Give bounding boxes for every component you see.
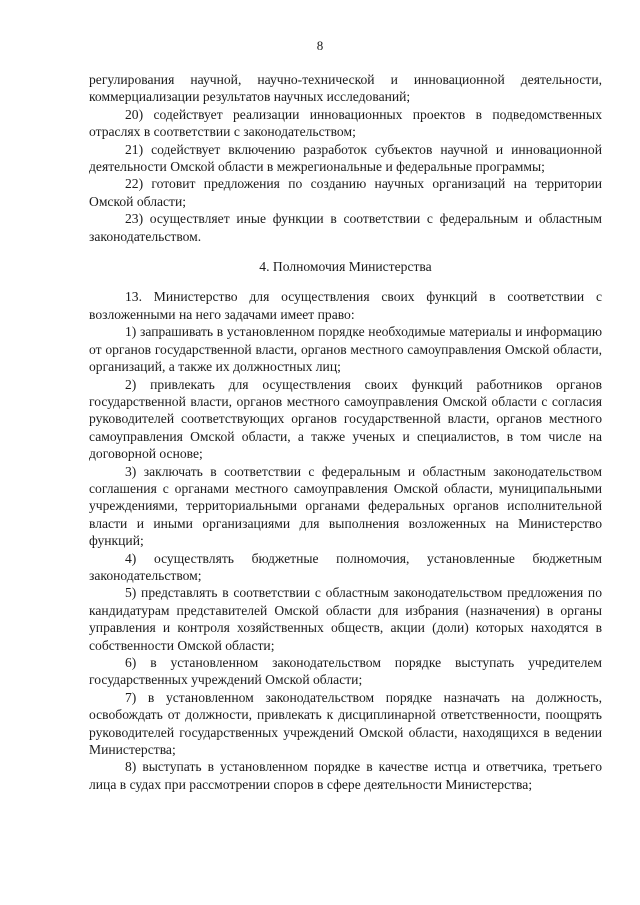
section-heading: 4. Полномочия Министерства <box>259 259 432 275</box>
paragraph-right-8: 8) выступать в установленном порядке в качестве истца и ответчика, третьего лица в судах при рассмотрении споров в сфере деятельности Министерства; <box>89 759 602 792</box>
paragraph-item-20: 20) содействует реализации инновационных проектов в подведомственных отраслях в соответствии с законодательством; <box>89 106 602 140</box>
paragraph-item-23: 23) осуществляет иные функции в соответствии с федеральным и областным законодательством. <box>89 211 602 244</box>
paragraph-right-1: 1) запрашивать в установленном порядке необходимые материалы и информацию от органов государственной власти, органов местного самоуправления Омской области, организаций, а также их должностных лиц; <box>89 324 602 375</box>
paragraph-right-6: 6) в установленном законодательством порядке выступать учредителем государственных учреждений Омской области; <box>89 655 602 688</box>
paragraph-right-2: 2) привлекать для осуществления своих функций работников органов государственной власти, органов местного самоуправления Омской области с согласия руководителей соответствующих органов государственной власти, органов местного самоуправления Омской области, а также ученых и специалистов, в том числе на договорной основе; <box>89 376 602 462</box>
paragraph-right-5: 5) представлять в соответствии с областным законодательством предложения по кандидатурам представителей Омской области для избрания (назначения) в органы управления и контроля хозяйственных обществ, акции (доли) которых находятся в собственности Омской области; <box>89 585 602 653</box>
document-body <box>89 71 602 793</box>
paragraph-clause-13: 13. Министерство для осуществления своих функций в соответствии с возложенными на него задачами имеет право: <box>89 289 602 322</box>
paragraph-item-21: 21) содействует включению разработок субъектов научной и инновационной деятельности Омской области в межрегиональные и федеральные программы; <box>89 141 602 175</box>
paragraph-continuation: регулирования научной, научно-технической и инновационной деятельности, коммерциализации результатов научных исследований; <box>89 72 602 105</box>
paragraph-right-4: 4) осуществлять бюджетные полномочия, установленные бюджетным законодательством; <box>89 550 602 583</box>
paragraph-right-7: 7) в установленном законодательством порядке назначать на должность, освобождать от должности, привлекать к дисциплинарной ответственности, поощрять руководителей государственных учреждений Омской области, находящихся в ведении Министерства; <box>89 689 602 758</box>
paragraph-item-22: 22) готовит предложения по созданию научных организаций на территории Омской области; <box>89 176 602 209</box>
paragraph-right-3: 3) заключать в соответствии с федеральным и областным законодательством соглашения с органами местного самоуправления Омской области, муниципальными учреждениями, территориальными органами федеральных органов исполнительной власти и иными организациями для выполнения возложенных на Министерство функций; <box>89 463 602 549</box>
page-number: 8 <box>316 38 324 53</box>
